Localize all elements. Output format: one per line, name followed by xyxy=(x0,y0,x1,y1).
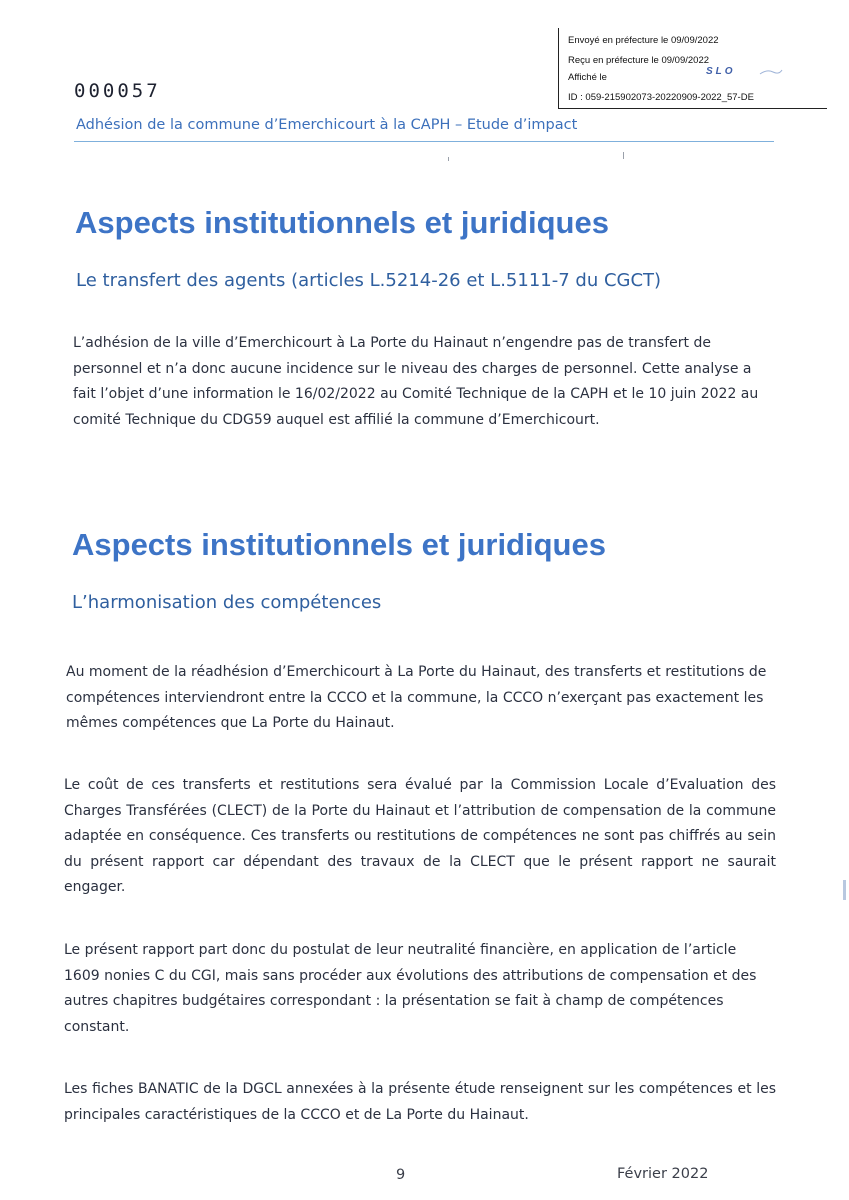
stamp-received-date: Reçu en préfecture le 09/09/2022 xyxy=(568,55,710,66)
body-paragraph: Le coût de ces transferts et restitutions sera évalué par la Commission Locale d’Evaluation des Charges Transférées (CLECT) de la Porte du Hainaut et l’attribution de compensation de la commune adaptée en conséquence. Ces transferts ou restitutions de compétences ne sont pas chiffrés au sein du présent rapport car dépendant des travaux de la CLECT que le présent rapport ne saurait engager. xyxy=(64,777,776,895)
document-number: 000057 xyxy=(74,80,161,102)
section-title: Aspects institutionnels et juridiques xyxy=(75,205,609,240)
header-divider xyxy=(74,141,774,142)
scan-speck xyxy=(448,157,449,161)
body-paragraph: Le présent rapport part donc du postulat de leur neutralité financière, en application de l’article 1609 nonies C du CGI, mais sans procéder aux évolutions des attributions de compensation et des autres chapitres budgétaires correspondant : la présentation se fait à champ de compétences constant. xyxy=(64,942,757,1035)
stamp-posted-label: Affiché le xyxy=(568,72,607,83)
slo-logo-swoosh-icon xyxy=(759,69,783,75)
body-paragraph: Les fiches BANATIC de la DGCL annexées à la présente étude renseignent sur les compétences et les principales caractéristiques de la CCCO et de La Porte du Hainaut. xyxy=(64,1081,776,1123)
scan-edge-mark xyxy=(843,880,846,900)
prefecture-stamp xyxy=(558,28,827,109)
stamp-act-id: ID : 059-215902073-20220909-2022_57-DE xyxy=(568,92,754,103)
section-title: Aspects institutionnels et juridiques xyxy=(72,527,606,562)
section-subtitle: Le transfert des agents (articles L.5214-26 et L.5111-7 du CGCT) xyxy=(76,270,662,291)
page-number: 9 xyxy=(396,1167,406,1183)
stamp-sent-date: Envoyé en préfecture le 09/09/2022 xyxy=(568,35,719,46)
footer-date: Février 2022 xyxy=(617,1166,709,1182)
body-paragraph: L’adhésion de la ville d’Emerchicourt à La Porte du Hainaut n’engendre pas de transfert de personnel et n’a donc aucune incidence sur le niveau des charges de personnel. Cette analyse a fait l’objet d’une information le 16/02/2022 au Comité Technique de la CAPH et le 10 juin 2022 au comité Technique du CDG59 auquel est affilié la commune d’Emerchicourt. xyxy=(73,335,759,428)
body-paragraph: Au moment de la réadhésion d’Emerchicourt à La Porte du Hainaut, des transferts et restitutions de compétences interviendront entre la CCCO et la commune, la CCCO n’exerçant pas exactement les mêmes compétences que La Porte du Hainaut. xyxy=(66,664,767,731)
scan-speck xyxy=(623,152,624,159)
running-header-title: Adhésion de la commune d’Emerchicourt à la CAPH – Etude d’impact xyxy=(76,117,578,133)
section-subtitle: L’harmonisation des compétences xyxy=(72,592,382,613)
slo-logo: SLO xyxy=(706,66,736,77)
